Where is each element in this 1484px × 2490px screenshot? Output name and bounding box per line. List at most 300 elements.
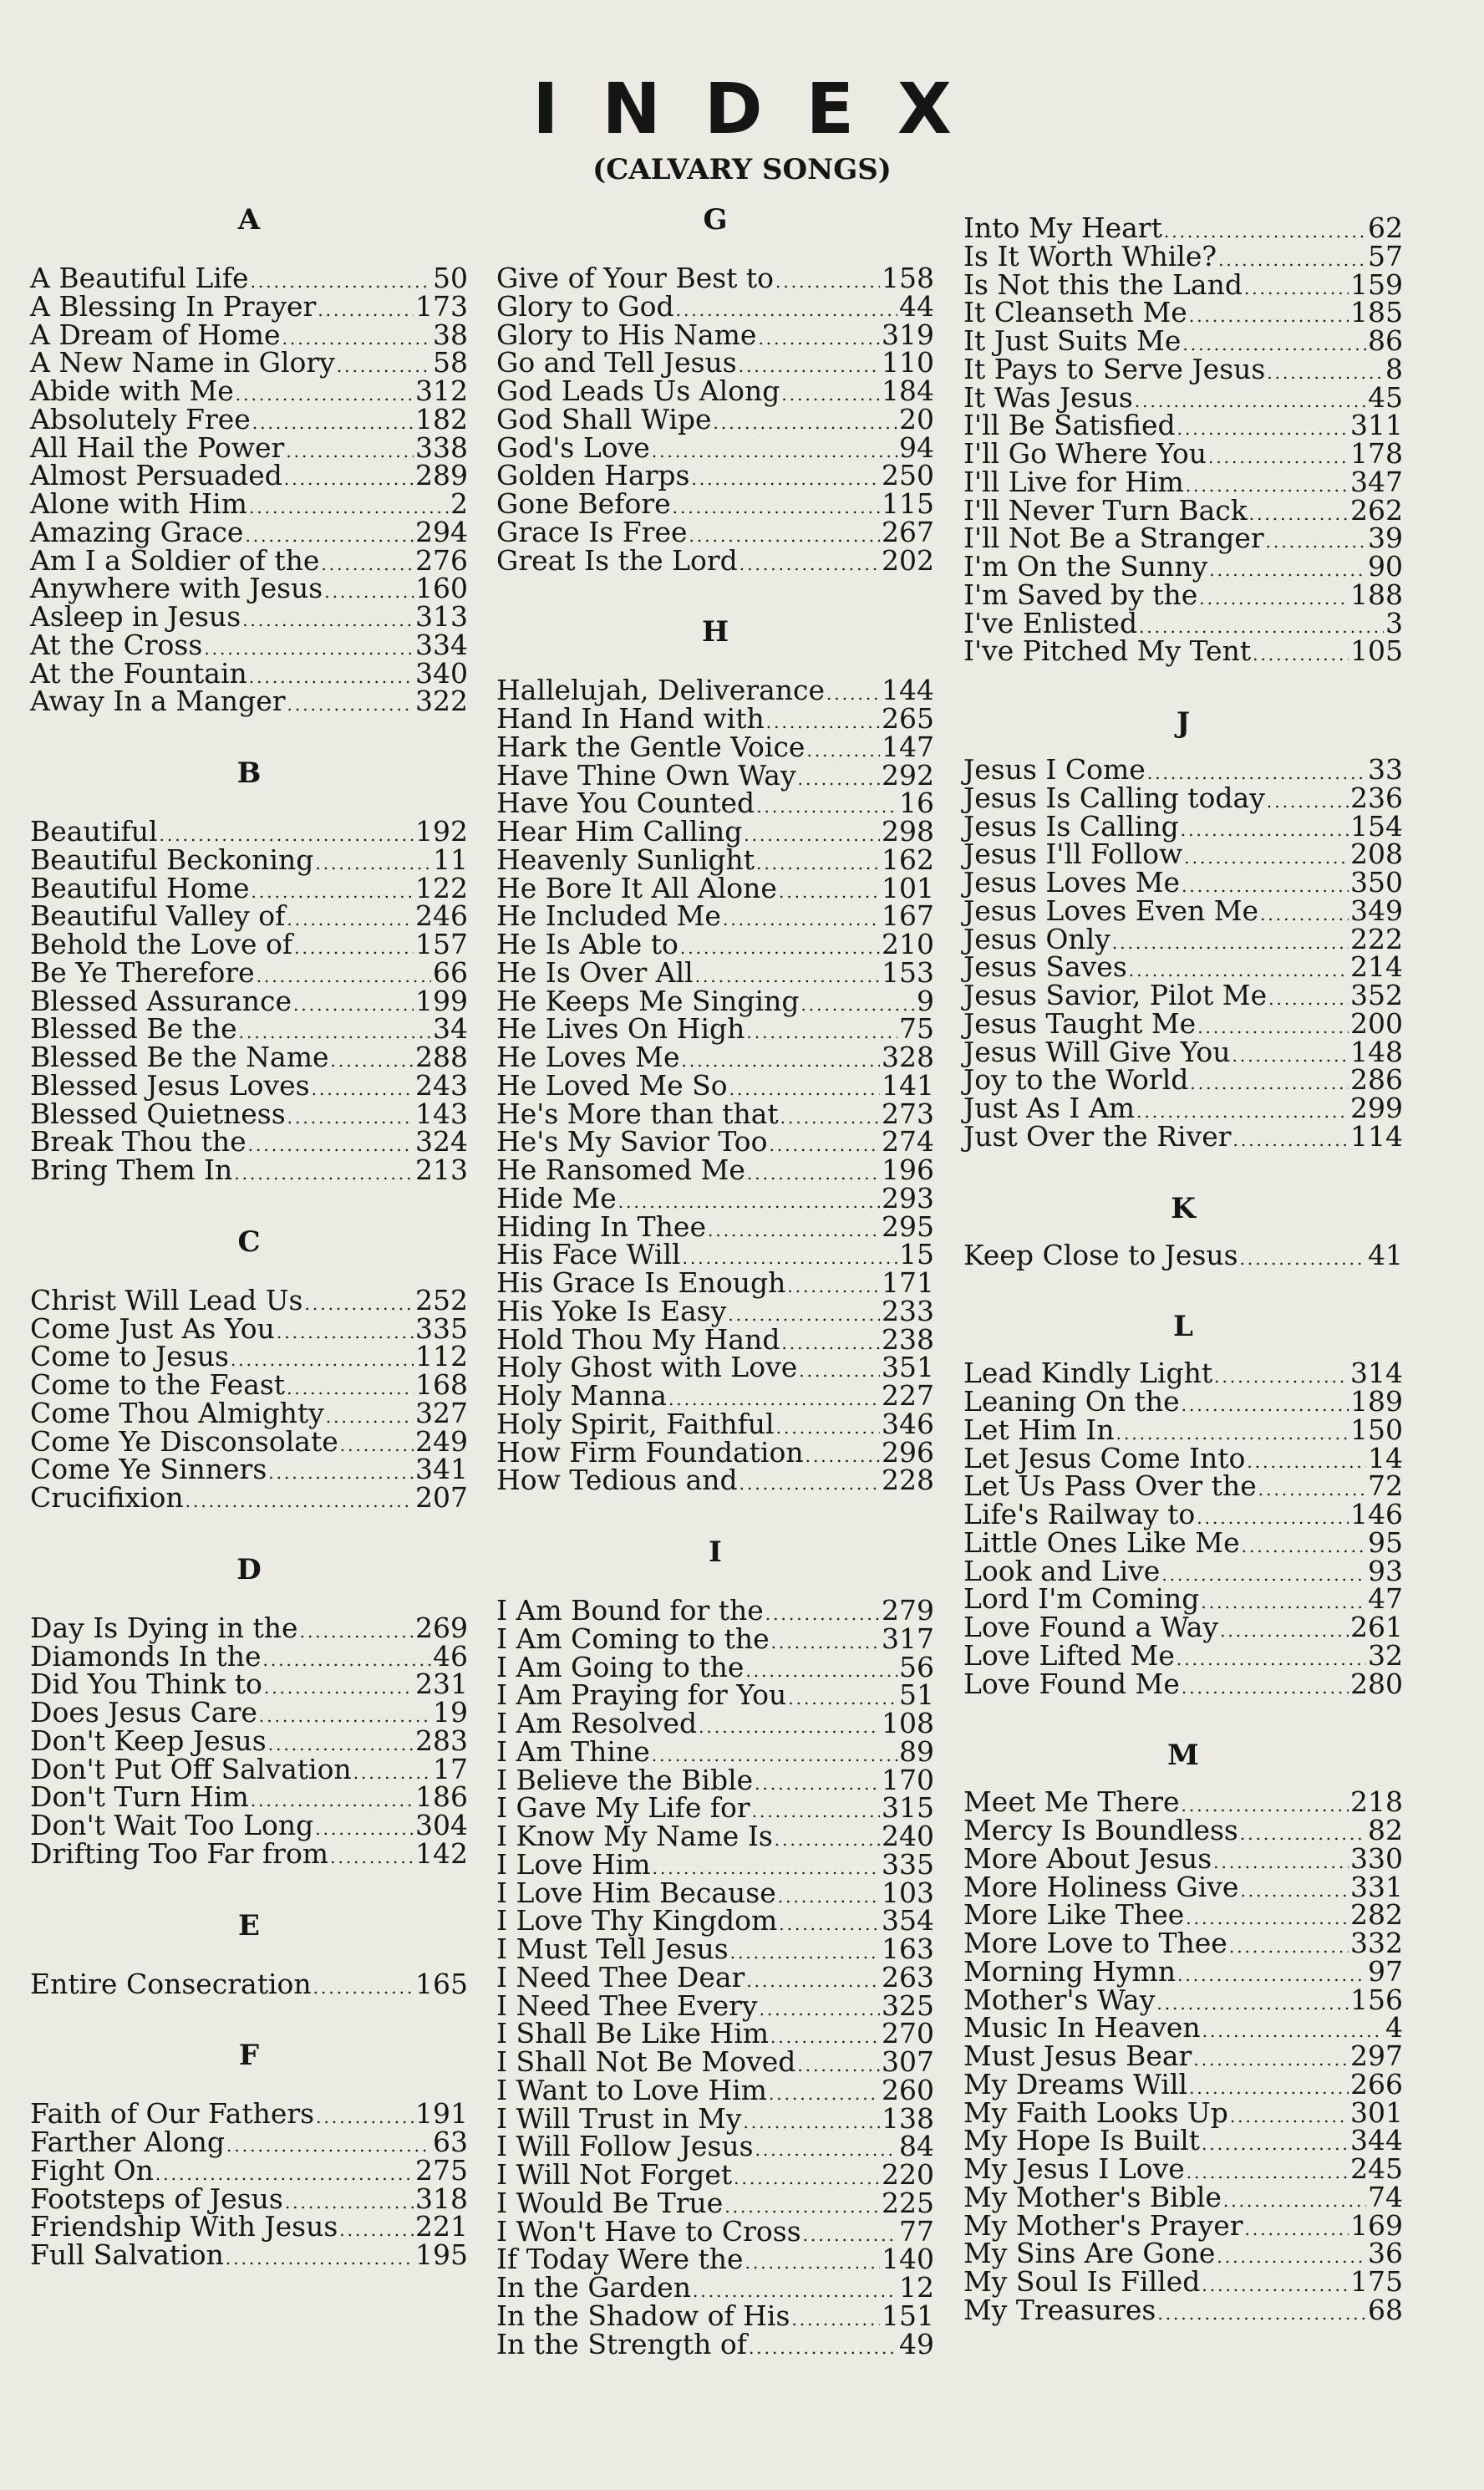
index-entry (496, 2299, 934, 2332)
index-entry (496, 984, 934, 1017)
song-title: I Shall Not Be Moved (496, 2045, 796, 2078)
page-number: 144 (882, 674, 934, 707)
index-entry (963, 211, 1403, 244)
dot-leader (236, 381, 414, 410)
index-entry (30, 2153, 468, 2187)
dot-leader (691, 466, 880, 494)
song-title: Go and Tell Jesus (496, 346, 737, 379)
song-title: Amazing Grace (30, 515, 244, 548)
page-number: 186 (415, 1780, 468, 1814)
page-number: 233 (882, 1294, 934, 1327)
page-number: 322 (415, 685, 468, 718)
index-entry (963, 1238, 1403, 1271)
index-section-m (963, 1741, 1403, 2324)
song-title: Give of Your Best to (496, 262, 775, 294)
index-section-k (963, 1191, 1403, 1271)
dot-leader (747, 1160, 880, 1189)
song-title: Entire Consecration (30, 1967, 312, 2000)
song-title: Gone Before (496, 487, 671, 520)
dot-leader (771, 1629, 880, 1657)
song-title: More Love to Thee (963, 1927, 1227, 1959)
index-entry (963, 380, 1403, 414)
index-section-g (496, 203, 934, 577)
song-title: At the Cross (30, 628, 203, 661)
section-letter: H (701, 615, 729, 649)
song-title: My Soul Is Filled (963, 2265, 1201, 2298)
song-title: It Was Jesus (963, 380, 1133, 414)
index-entry (496, 543, 934, 577)
song-title: Grace Is Free (496, 515, 688, 548)
index-entry (496, 676, 934, 705)
index-entry (30, 1752, 468, 1785)
song-title: Music In Heaven (963, 2011, 1201, 2044)
dot-leader (730, 1939, 880, 1968)
page-number: 15 (899, 1238, 934, 1271)
dot-leader (264, 1674, 414, 1703)
page-number: 192 (415, 815, 468, 848)
dot-leader (1240, 1877, 1349, 1906)
song-title: Beautiful Beckoning (30, 843, 314, 876)
page-number: 225 (882, 2186, 934, 2219)
song-title: Jesus I'll Follow (963, 838, 1183, 871)
song-title: Asleep in Jesus (30, 600, 241, 633)
dot-leader (268, 1459, 414, 1488)
index-entry (496, 2045, 934, 2078)
index-entry (30, 1368, 468, 1401)
song-title: Come to the Feast (30, 1368, 286, 1401)
index-entry (496, 1466, 934, 1495)
index-entry (496, 1988, 934, 2022)
page-number: 75 (899, 1012, 934, 1046)
index-entry (30, 1836, 468, 1870)
page-number: 151 (882, 2299, 934, 2332)
index-entry (496, 1353, 934, 1382)
page-number: 150 (1350, 1413, 1403, 1446)
song-title: Bring Them In (30, 1153, 233, 1186)
song-title: At the Fountain (30, 656, 247, 690)
dot-leader (743, 2109, 880, 2137)
index-entry (963, 753, 1403, 786)
index-entry (30, 1068, 468, 1102)
index-entry (30, 1424, 468, 1458)
index-entry (496, 2245, 934, 2274)
page-number: 146 (1350, 1498, 1403, 1530)
page-number: 349 (1350, 894, 1403, 927)
song-title: Am I a Soldier of the (30, 543, 320, 577)
song-title: I'm Saved by the (963, 578, 1198, 611)
dot-leader (339, 2217, 414, 2245)
song-title: I Love Him (496, 1847, 651, 1881)
song-title: Holy Ghost with Love (496, 1351, 798, 1384)
page-number: 292 (882, 758, 934, 792)
page-title: INDEX (532, 68, 995, 150)
song-title: He's More than that (496, 1097, 779, 1130)
page-number: 74 (1368, 2180, 1403, 2213)
dot-leader (305, 1291, 414, 1319)
song-title: How Tedious and (496, 1464, 738, 1497)
dot-leader (316, 2104, 414, 2132)
song-title: Diamonds In the (30, 1639, 262, 1673)
index-entry (963, 1638, 1403, 1672)
song-title: He Is Over All (496, 955, 694, 989)
page-number: 140 (882, 2243, 934, 2276)
dot-leader (760, 1996, 880, 2024)
song-title: Morning Hymn (963, 1954, 1177, 1988)
song-title: I Shall Be Like Him (496, 2017, 770, 2050)
page-number: 32 (1368, 1638, 1403, 1672)
song-title: Is It Worth While? (963, 239, 1217, 272)
song-title: Just As I Am (963, 1092, 1136, 1124)
index-entry (30, 1668, 468, 1701)
index-entry (496, 2132, 934, 2161)
page-number: 112 (415, 1340, 468, 1373)
index-entry (30, 685, 468, 718)
index-entry (496, 1294, 934, 1327)
song-title: Glory to His Name (496, 318, 757, 351)
index-entry (30, 543, 468, 577)
page-number: 344 (1350, 2124, 1403, 2157)
song-title: I Am Thine (496, 1734, 650, 1768)
song-title: Jesus Loves Even Me (963, 894, 1259, 927)
song-title: I Love Thy Kingdom (496, 1904, 778, 1938)
song-title: Does Jesus Care (30, 1696, 257, 1729)
index-entry (496, 1435, 934, 1469)
index-entry (30, 817, 468, 846)
page-number: 199 (415, 984, 468, 1017)
index-entry (30, 2128, 468, 2156)
index-entry (496, 1709, 934, 1738)
index-entry (30, 1125, 468, 1158)
dot-leader (799, 1357, 880, 1386)
song-title: God Shall Wipe (496, 402, 712, 435)
index-section-i2 (963, 211, 1403, 668)
index-entry (963, 2067, 1403, 2100)
page-number: 269 (415, 1611, 468, 1644)
index-entry (30, 346, 468, 379)
page-number: 213 (415, 1153, 468, 1186)
dot-leader (315, 850, 431, 878)
song-title: It Just Suits Me (963, 324, 1182, 357)
song-title: He Ransomed Me (496, 1153, 745, 1186)
index-entry (963, 2180, 1403, 2213)
index-entry (30, 871, 468, 904)
dot-leader (1220, 1617, 1349, 1646)
page-number: 41 (1368, 1238, 1403, 1271)
page-number: 185 (1350, 296, 1403, 329)
song-title: He Included Me (496, 899, 721, 933)
index-entry (963, 809, 1403, 843)
song-title: My Mother's Bible (963, 2180, 1222, 2213)
section-letter: J (1176, 706, 1191, 740)
page-number: 262 (1350, 493, 1403, 527)
index-entry (496, 730, 934, 763)
index-section-f (30, 2041, 468, 2269)
song-title: A Blessing In Prayer (30, 289, 317, 323)
song-title: My Faith Looks Up (963, 2095, 1228, 2129)
page-number: 138 (882, 2101, 934, 2135)
page-number: 289 (415, 459, 468, 492)
dot-leader (1214, 1363, 1349, 1392)
index-entry (963, 2239, 1403, 2268)
song-title: Away In a Manger (30, 685, 286, 718)
song-title: I've Pitched My Tent (963, 634, 1252, 668)
dot-leader (714, 410, 897, 438)
index-entry (963, 606, 1403, 639)
song-title: I Am Bound for the (496, 1594, 764, 1627)
index-entry (30, 1611, 468, 1644)
dot-leader (708, 1217, 880, 1245)
page-number: 202 (882, 543, 934, 577)
song-title: More About Jesus (963, 1841, 1212, 1875)
song-title: Anywhere with Jesus (30, 572, 323, 605)
song-title: Have Thine Own Way (496, 758, 796, 792)
song-title: Hide Me (496, 1181, 617, 1214)
song-title: I'll Live for Him (963, 465, 1184, 498)
song-title: Love Found a Way (963, 1611, 1219, 1643)
index-entry (496, 1822, 934, 1851)
index-entry (496, 487, 934, 520)
page-number: 332 (1350, 1927, 1403, 1959)
dot-leader (313, 1974, 414, 2003)
song-title: My Hope Is Built (963, 2124, 1201, 2157)
page-number: 263 (882, 1960, 934, 1994)
dot-leader (1182, 1674, 1349, 1703)
page-number: 175 (1350, 2265, 1403, 2298)
dot-leader (775, 1826, 880, 1855)
dot-leader (1189, 303, 1349, 331)
index-entry (963, 1582, 1403, 1616)
index-entry (496, 402, 934, 435)
song-title: Don't Put Off Salvation (30, 1752, 352, 1785)
page-number: 334 (415, 628, 468, 661)
index-entry (496, 1734, 934, 1768)
section-letter: F (238, 2039, 260, 2073)
page-number: 115 (882, 487, 934, 520)
dot-leader (1233, 1127, 1349, 1155)
song-title: His Yoke Is Easy (496, 1294, 727, 1327)
section-letter: L (1173, 1310, 1193, 1344)
index-entry (30, 574, 468, 603)
song-title: Break Thou the (30, 1125, 246, 1158)
dot-leader (797, 2052, 880, 2080)
page-number: 238 (882, 1322, 934, 1356)
page-number: 295 (882, 1209, 934, 1243)
index-section-a (30, 203, 468, 718)
song-title: Holy Spirit, Faithful (496, 1407, 775, 1440)
dot-leader (315, 1815, 414, 1844)
song-title: I've Enlisted (963, 606, 1138, 639)
song-title: I'll Go Where You (963, 437, 1207, 470)
song-title: Farther Along (30, 2126, 226, 2158)
index-entry (30, 2097, 468, 2131)
page-number: 49 (899, 2327, 934, 2360)
page-number: 279 (882, 1594, 934, 1627)
index-entry (496, 2101, 934, 2135)
dot-leader (1245, 2216, 1349, 2244)
page-number: 89 (899, 1734, 934, 1768)
index-entry (963, 1500, 1403, 1529)
dot-leader (1112, 929, 1349, 958)
index-entry (963, 2095, 1403, 2129)
page-number: 148 (1350, 1035, 1403, 1068)
page-number: 4 (1385, 2011, 1403, 2044)
page-number: 108 (882, 1707, 934, 1739)
song-title: I Am Going to the (496, 1650, 745, 1683)
song-title: A New Name in Glory (30, 346, 335, 379)
index-entry (963, 1469, 1403, 1503)
index-entry (963, 1119, 1403, 1153)
dot-leader (1190, 1070, 1349, 1098)
dot-leader (769, 2080, 880, 2109)
page-number: 299 (1350, 1092, 1403, 1124)
index-entry (30, 1043, 468, 1072)
page-number: 307 (882, 2045, 934, 2078)
dot-leader (226, 2132, 431, 2161)
index-entry (496, 1650, 934, 1683)
song-title: Mercy Is Boundless (963, 1814, 1238, 1846)
index-entry (496, 1678, 934, 1712)
song-title: Blessed Assurance (30, 984, 292, 1017)
song-title: A Beautiful Life (30, 262, 249, 294)
index-entry (496, 374, 934, 407)
index-entry (963, 465, 1403, 498)
page-number: 90 (1368, 550, 1403, 583)
song-title: He Lives On High (496, 1012, 745, 1046)
index-entry (496, 461, 934, 490)
dot-leader (287, 906, 414, 934)
index-column-2 (496, 203, 934, 2360)
index-entry (30, 1639, 468, 1673)
song-title: God Leads Us Along (496, 374, 780, 407)
index-entry (963, 2039, 1403, 2072)
page-number: 330 (1350, 1841, 1403, 1875)
page-number: 34 (433, 1012, 468, 1046)
section-letter: A (237, 203, 261, 237)
dot-leader (1229, 1933, 1349, 1962)
index-section-c (30, 1225, 468, 1514)
index-entry (496, 1622, 934, 1655)
dot-leader (749, 2335, 897, 2363)
page-number: 228 (882, 1464, 934, 1497)
song-title: I'll Be Satisfied (963, 409, 1176, 442)
page-number: 246 (415, 899, 468, 933)
index-entry (496, 2327, 934, 2360)
song-title: Almost Persuaded (30, 459, 282, 492)
page-number: 294 (415, 515, 468, 548)
dot-leader (699, 1713, 880, 1742)
dot-leader (779, 878, 880, 907)
index-entry (963, 552, 1403, 581)
dot-leader (326, 1403, 414, 1432)
dot-leader (1230, 2103, 1349, 2131)
index-entry (496, 702, 934, 735)
song-title: Life's Railway to (963, 1498, 1196, 1530)
section-letter: I (709, 1535, 722, 1569)
index-column-3 (963, 206, 1403, 2325)
index-entry (963, 1035, 1403, 1068)
dot-leader (1182, 1392, 1349, 1420)
dot-leader (779, 1911, 880, 1939)
dot-leader (1177, 1962, 1366, 1990)
dot-leader (262, 1647, 431, 1675)
song-title: Jesus Is Calling (963, 809, 1179, 843)
dot-leader (226, 2245, 414, 2274)
page-number: 97 (1368, 1954, 1403, 1988)
song-title: If Today Were the (496, 2243, 744, 2276)
page-number: 352 (1350, 979, 1403, 1011)
song-title: He Is Able to (496, 928, 678, 960)
page-number: 319 (882, 318, 934, 351)
song-title: All Hail the Power (30, 430, 285, 464)
page-number: 220 (882, 2158, 934, 2191)
index-entry (963, 522, 1403, 555)
page-number: 154 (1350, 809, 1403, 843)
song-title: Joy to the World (963, 1063, 1189, 1097)
page-number: 94 (899, 430, 934, 464)
dot-leader (259, 1703, 431, 1731)
song-title: Leaning On the (963, 1385, 1180, 1418)
page-number: 314 (1350, 1357, 1403, 1390)
dot-leader (775, 268, 880, 297)
index-entry (30, 1455, 468, 1484)
song-title: Fight On (30, 2153, 154, 2187)
dot-leader (787, 1273, 880, 1301)
page-number: 50 (433, 262, 468, 294)
index-entry (496, 2158, 934, 2191)
index-entry (963, 578, 1403, 611)
dot-leader (723, 906, 880, 934)
page-number: 227 (882, 1379, 934, 1412)
song-title: Don't Wait Too Long (30, 1809, 314, 1841)
song-title: Beautiful Valley of (30, 899, 286, 933)
song-title: I Know My Name Is (496, 1820, 773, 1852)
index-entry (963, 352, 1403, 385)
song-title: A Dream of Home (30, 318, 281, 351)
index-entry (963, 1667, 1403, 1700)
page-number: 105 (1350, 634, 1403, 668)
song-title: Blessed Be the (30, 1012, 237, 1046)
dot-leader (287, 691, 414, 720)
dot-leader (286, 438, 414, 466)
dot-leader (755, 2136, 897, 2165)
page-number: 196 (882, 1153, 934, 1186)
page-number: 122 (415, 871, 468, 904)
dot-leader (673, 494, 880, 522)
song-title: Just Over the River (963, 1119, 1232, 1153)
page-number: 8 (1385, 352, 1403, 385)
index-entry (30, 374, 468, 407)
index-entry (963, 1785, 1403, 1819)
song-title: Holy Manna (496, 1379, 667, 1412)
index-entry (496, 1596, 934, 1625)
index-entry (496, 1068, 934, 1102)
page-number: 207 (415, 1481, 468, 1514)
index-entry (30, 2212, 468, 2241)
page-number: 12 (899, 2271, 934, 2304)
page-number: 301 (1350, 2095, 1403, 2129)
page-number: 296 (882, 1435, 934, 1469)
dot-leader (1202, 2272, 1349, 2300)
page-number: 350 (1350, 866, 1403, 899)
page-number: 340 (415, 656, 468, 690)
index-entry (30, 1811, 468, 1840)
index-entry (963, 1816, 1403, 1845)
page-number: 243 (415, 1068, 468, 1102)
dot-leader (1240, 1245, 1366, 1274)
index-entry (30, 984, 468, 1017)
dot-leader (1240, 1820, 1366, 1849)
song-title: Jesus Savior, Pilot Me (963, 979, 1268, 1011)
